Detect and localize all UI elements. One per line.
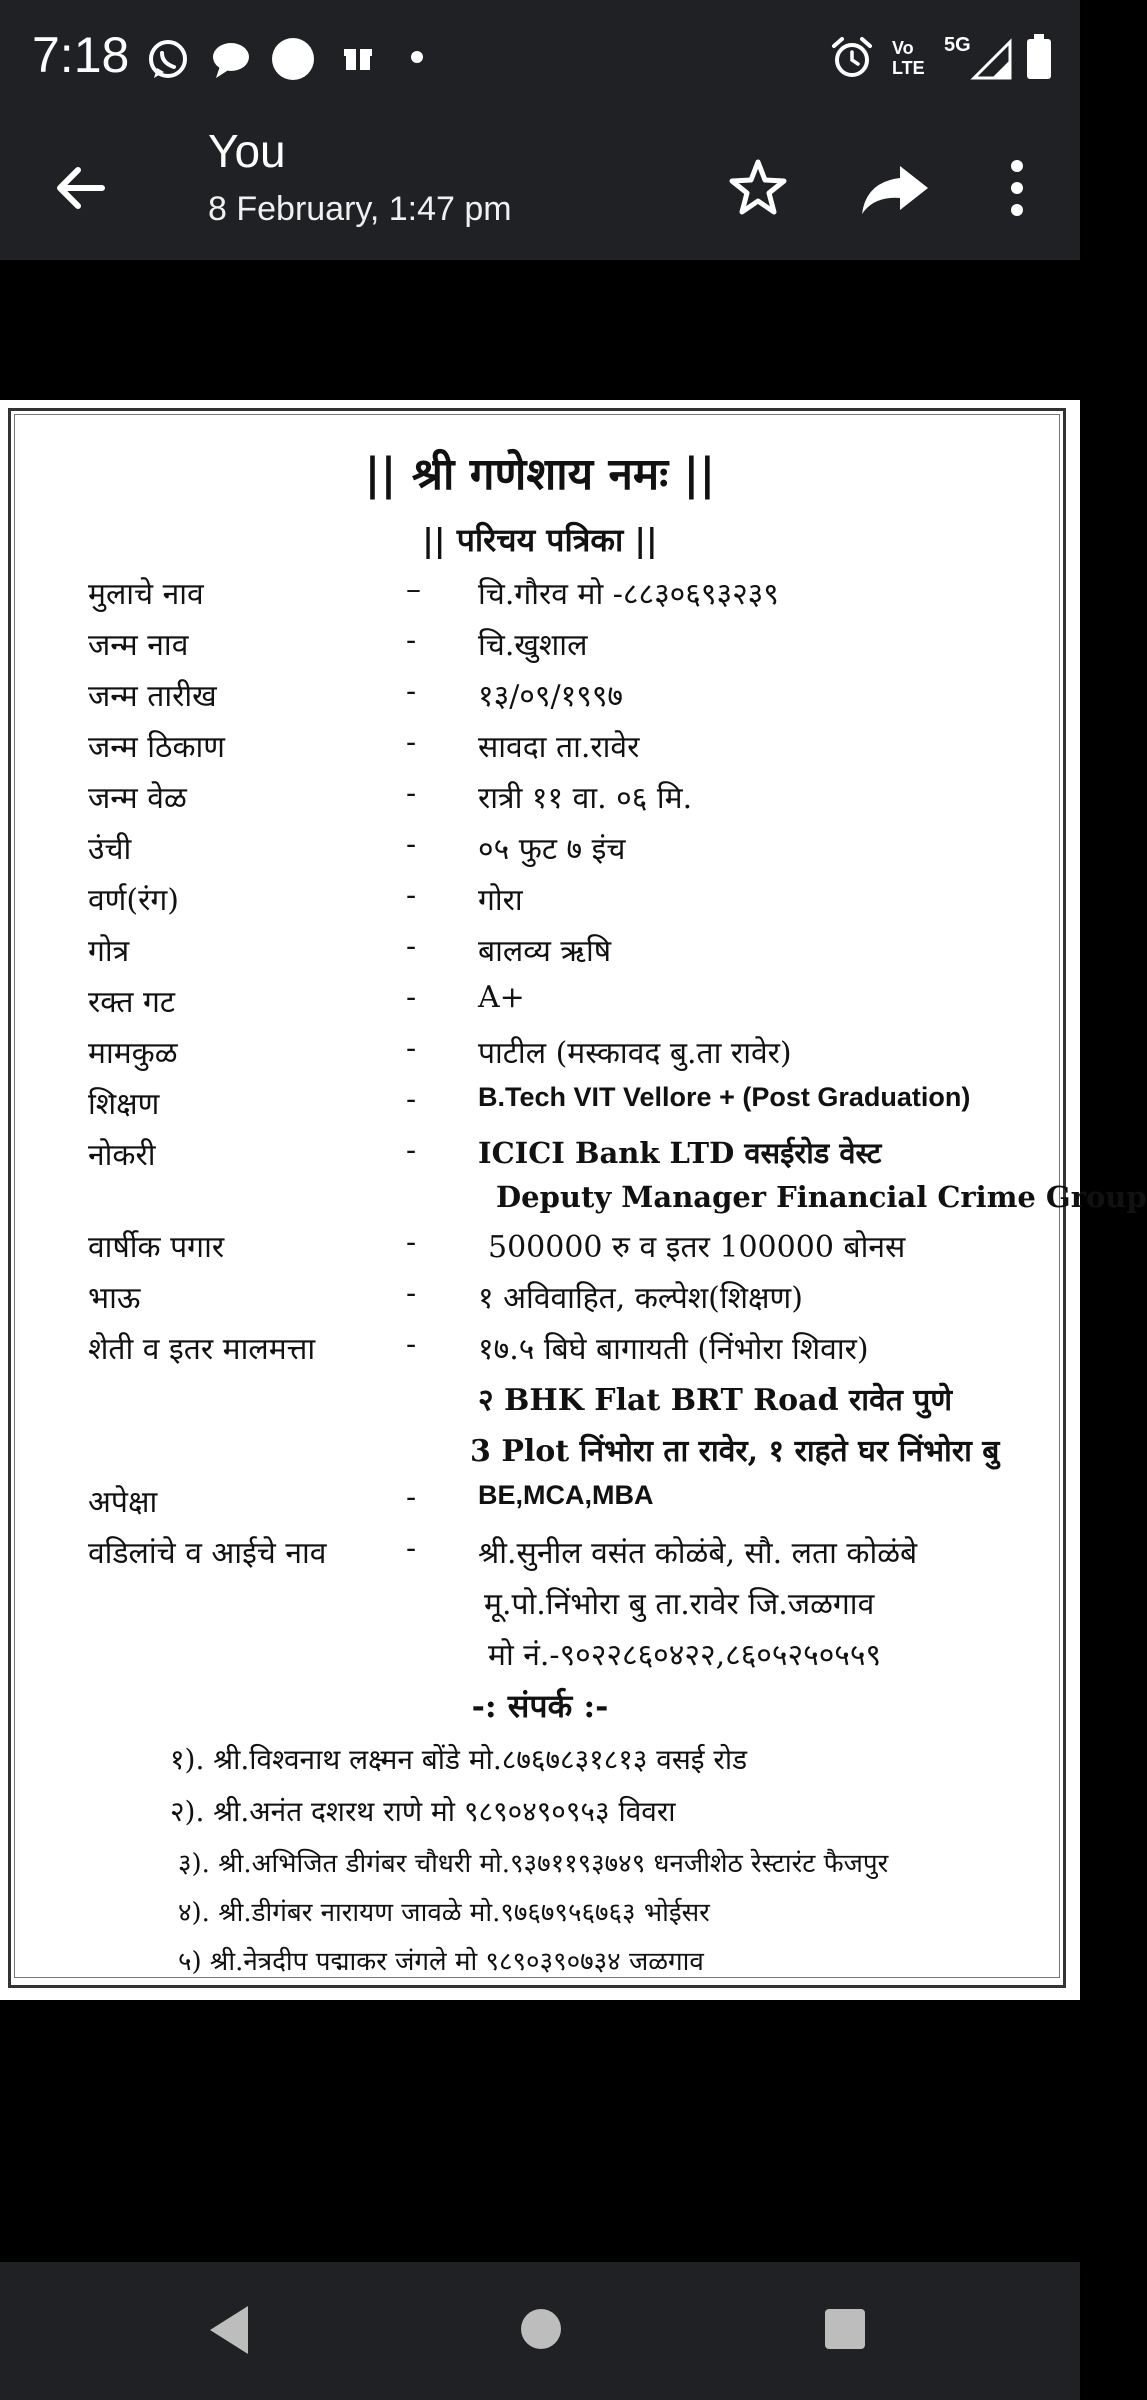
- row-gotra: [0, 929, 1080, 975]
- row-value: B.Tech VIT Vellore + (Post Graduation): [478, 1082, 971, 1112]
- status-bar: [0, 0, 1080, 118]
- contact-item: ३). श्री.अभिजित डीगंबर चौधरी मो.९३७११९३७४९ धनजीशेठ रेस्टारंट फैजपुर: [178, 1849, 889, 1879]
- row-dash: -: [406, 929, 417, 964]
- row-label: रक्त गट: [88, 985, 175, 1020]
- row-dash: -: [406, 1531, 417, 1566]
- row-label: गोत्र: [88, 934, 130, 969]
- document-title: || श्री गणेशाय नमः ||: [364, 449, 716, 500]
- row-birth-time: [0, 776, 1080, 822]
- row-value: १ अविवाहित, कल्पेश(शिक्षण): [478, 1281, 803, 1316]
- volte-top: Vo: [892, 38, 914, 58]
- row-dash: -: [406, 1327, 417, 1362]
- parents-line-2: मू.पो.निंभोरा बु ता.रावेर जि.जळगाव: [484, 1587, 875, 1622]
- row-label: भाऊ: [88, 1281, 141, 1316]
- row-label: मुलाचे नाव: [88, 577, 204, 612]
- chat-bubble-icon: [210, 40, 252, 80]
- row-value: गोरा: [478, 883, 523, 918]
- status-time: 7:18: [32, 27, 130, 83]
- document-subtitle: || परिचय पत्रिका ||: [422, 521, 658, 559]
- star-icon[interactable]: [718, 148, 798, 228]
- row-value: १३/०९/१९९७: [478, 679, 624, 714]
- row-complexion: [0, 878, 1080, 924]
- sender-name: You: [208, 125, 286, 177]
- row-label: शिक्षण: [88, 1087, 160, 1122]
- row-maternal-family: [0, 1031, 1080, 1077]
- row-value: सावदा ता.रावेर: [478, 730, 640, 765]
- row-value: पाटील (मस्कावद बु.ता रावेर): [478, 1036, 792, 1071]
- row-birth-name: [0, 623, 1080, 669]
- row-dash: -: [406, 1225, 417, 1260]
- gift-icon: [344, 44, 372, 72]
- row-dash: -: [406, 1480, 417, 1515]
- row-salary: [0, 1225, 1080, 1271]
- volte-bottom: LTE: [892, 58, 925, 78]
- row-parents: [0, 1531, 1080, 1577]
- row-label: जन्म नाव: [88, 628, 189, 663]
- row-birth-place: [0, 725, 1080, 771]
- navigation-bar: [0, 2262, 1080, 2400]
- row-value: चि.गौरव मो -८८३०६९३२३९: [478, 577, 779, 612]
- row-brother: [0, 1276, 1080, 1322]
- property-line-2: २ BHK Flat BRT Road रावेत पुणे: [478, 1383, 953, 1418]
- recents-square-icon[interactable]: [822, 2306, 868, 2352]
- row-dash: -: [406, 623, 417, 658]
- row-dash: -: [406, 1133, 417, 1168]
- network-type: 5G: [944, 34, 971, 56]
- row-label: जन्म तारीख: [88, 679, 217, 714]
- row-dash: -: [406, 674, 417, 709]
- row-education: [0, 1082, 1080, 1128]
- row-label: अपेक्षा: [88, 1485, 158, 1520]
- row-label: मामकुळ: [88, 1036, 178, 1071]
- battery-icon: [1026, 34, 1052, 80]
- message-timestamp: 8 February, 1:47 pm: [208, 190, 512, 228]
- dot-icon: [270, 36, 316, 82]
- row-birth-date: [0, 674, 1080, 720]
- signal-5g-icon: [972, 40, 1012, 80]
- row-value: 500000 रु व इतर 100000 बोनस: [488, 1230, 906, 1265]
- row-dash: -: [406, 1276, 417, 1311]
- row-property: [0, 1327, 1080, 1373]
- row-label: वर्ण(रंग): [88, 883, 179, 918]
- forward-share-icon[interactable]: [852, 148, 938, 228]
- row-value: रात्री ११ वा. ०६ मि.: [478, 781, 693, 816]
- row-dash: -: [406, 1082, 417, 1117]
- row-dash: -: [406, 725, 417, 760]
- whatsapp-icon: [146, 38, 190, 82]
- row-label: नोकरी: [88, 1138, 156, 1173]
- row-height: [0, 827, 1080, 873]
- row-label: वार्षीक पगार: [88, 1230, 225, 1265]
- row-label: जन्म वेळ: [88, 781, 187, 816]
- home-circle-icon[interactable]: [518, 2306, 564, 2352]
- row-expectation: [0, 1480, 1080, 1526]
- row-value: श्री.सुनील वसंत कोळंबे, सौ. लता कोळंबे: [478, 1536, 918, 1571]
- app-bar: [0, 118, 1080, 260]
- row-name: [0, 572, 1080, 618]
- row-value: ०५ फुट ७ इंच: [478, 832, 626, 867]
- row-value: A+: [478, 980, 525, 1015]
- row-value: BE,MCA,MBA: [478, 1480, 654, 1510]
- job-line-2: Deputy Manager Financial Crime Group: [496, 1180, 1147, 1214]
- row-job: [0, 1133, 1080, 1179]
- row-value: ICICI Bank LTD वसईरोड वेस्ट: [478, 1136, 882, 1170]
- back-arrow-icon[interactable]: [40, 148, 120, 228]
- contact-item: ४). श्री.डीगंबर नारायण जावळे मो.९७६७९५६७६३ भोईसर: [178, 1898, 710, 1928]
- row-value: १७.५ बिघे बागायती (निंभोरा शिवार): [478, 1332, 869, 1367]
- row-label: शेती व इतर मालमत्ता: [88, 1332, 316, 1367]
- property-line-3: 3 Plot निंभोरा ता रावेर, १ राहते घर निंभोरा बु: [470, 1434, 1000, 1469]
- row-label: जन्म ठिकाण: [88, 730, 225, 765]
- row-dash: -: [406, 1031, 417, 1066]
- row-label: वडिलांचे व आईचे नाव: [88, 1536, 327, 1571]
- contact-item: १). श्री.विश्वनाथ लक्ष्मन बोंडे मो.८७६७८३१८१३ वसई रोड: [170, 1743, 748, 1776]
- more-options-icon[interactable]: [988, 148, 1046, 228]
- back-triangle-icon[interactable]: [204, 2302, 254, 2358]
- volte-icon: [892, 38, 940, 82]
- small-dot-icon: [410, 50, 424, 64]
- row-dash: -: [406, 878, 417, 913]
- row-dash: -: [406, 827, 417, 862]
- document-image[interactable]: [0, 400, 1147, 2000]
- contact-item: २). श्री.अनंत दशरथ राणे मो ९८९०४९०९५३ विवरा: [170, 1795, 676, 1828]
- parents-line-3: मो नं.-९०२२८६०४२२,८६०५२५०५५९: [488, 1638, 882, 1673]
- alarm-icon: [830, 36, 874, 80]
- row-value: चि.खुशाल: [478, 628, 588, 663]
- row-value: बालव्य ऋषि: [478, 934, 612, 969]
- contact-heading: -: संपर्क :-: [471, 1687, 609, 1725]
- row-label: उंची: [88, 832, 132, 867]
- row-dash: –: [406, 572, 421, 607]
- row-dash: -: [406, 980, 417, 1015]
- contact-item: ५) श्री.नेत्रदीप पद्माकर जंगले मो ९८९०३९०७३४ जळगाव: [178, 1947, 704, 1977]
- row-blood-group: [0, 980, 1080, 1026]
- row-dash: -: [406, 776, 417, 811]
